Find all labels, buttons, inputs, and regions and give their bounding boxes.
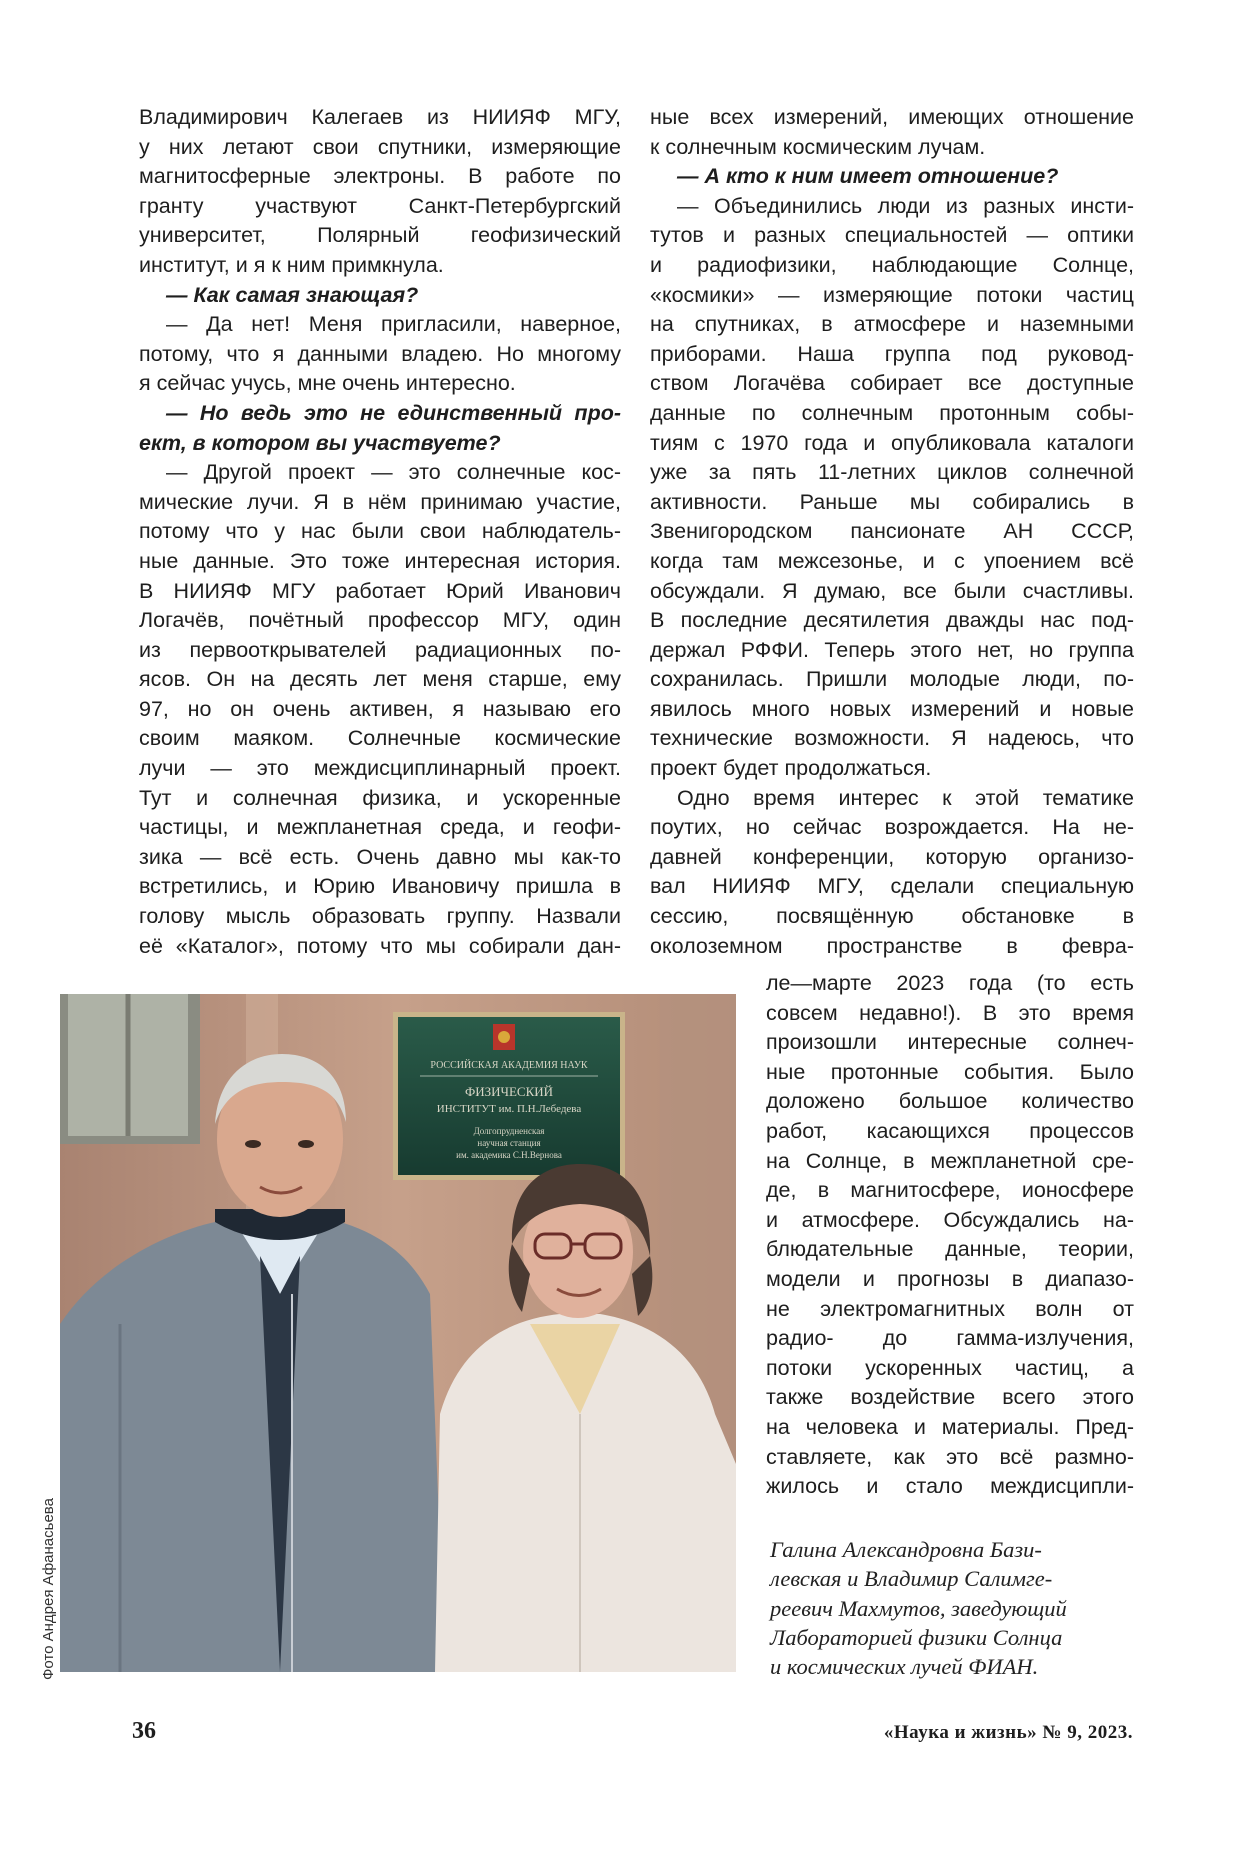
article-column-right-bottom xyxy=(766,969,1134,1502)
plaque-line: Долгопрудненская xyxy=(473,1126,545,1136)
article-line: В НИИЯФ МГУ работает Юрий Иванович xyxy=(139,578,621,603)
article-line: институт, и я к ним примкнула. xyxy=(139,252,444,277)
article-line: Логачёв, почётный профессор МГУ, один xyxy=(139,608,621,633)
article-line: встретились, и Юрию Ивановичу пришла в xyxy=(139,874,621,899)
article-line: обсуждали. Я думаю, все были счастливы. xyxy=(650,578,1134,603)
article-line: магнитосферные электроны. В работе по xyxy=(139,164,621,189)
article-line: работ, касающихся процессов xyxy=(766,1118,1134,1143)
caption-line: левская и Владимир Салимге- xyxy=(770,1566,1053,1592)
article-line: явилось много новых измерений и новые xyxy=(650,696,1134,721)
article-line: де, в магнитосфере, ионосфере xyxy=(766,1178,1134,1203)
article-line: и радиофизики, наблюдающие Солнце, xyxy=(650,252,1134,277)
article-line: не электромагнитных волн от xyxy=(766,1296,1134,1321)
article-line: лучи — это междисциплинарный проект. xyxy=(139,756,621,781)
article-line: держал РФФИ. Теперь этого нет, но группа xyxy=(650,637,1134,662)
article-line: приборами. Наша группа под руковод- xyxy=(650,341,1134,366)
article-line: проект будет продолжаться. xyxy=(650,756,932,781)
article-line: околоземном пространстве в февра- xyxy=(650,933,1134,958)
article-line: ект, в котором вы участвуете? xyxy=(139,430,501,455)
article-line: 97, но он очень активен, я называю его xyxy=(139,696,621,721)
article-line: потоки ускоренных частиц, а xyxy=(766,1355,1134,1380)
article-line: я сейчас учусь, мне очень интересно. xyxy=(139,371,516,396)
article-line: радио- до гамма-излучения, xyxy=(766,1326,1134,1351)
article-column-right-top xyxy=(650,103,1134,961)
article-line: вал НИИЯФ МГУ, сделали специальную xyxy=(650,874,1134,899)
article-line: потому что у нас были свои наблюдатель- xyxy=(139,519,621,544)
article-line: университет, Полярный геофизический xyxy=(139,223,621,248)
article-line: ные протонные события. Было xyxy=(766,1059,1134,1084)
article-line: голову мысль образовать группу. Назвали xyxy=(139,904,621,929)
article-line: данные по солнечным протонным собы- xyxy=(650,400,1134,425)
caption-line: реевич Махмутов, заведующий xyxy=(770,1595,1067,1621)
article-line: из первооткрывателей радиационных по- xyxy=(139,637,621,662)
article-line: — Но ведь это не единственный про- xyxy=(166,400,621,425)
article-line: ством Логачёва собирает все доступные xyxy=(650,371,1134,396)
article-line: тиям с 1970 года и опубликовала каталоги xyxy=(650,430,1134,455)
article-line: у них летают свои спутники, измеряющие xyxy=(139,134,621,159)
article-line: ставляете, как это всё размно- xyxy=(766,1444,1134,1469)
plaque-line: ФИЗИЧЕСКИЙ xyxy=(464,1084,554,1099)
article-line: потому, что я данными владею. Но многому xyxy=(139,341,621,366)
article-photo xyxy=(60,994,736,1672)
plaque-line: РОССИЙСКАЯ АКАДЕМИЯ НАУК xyxy=(430,1060,588,1071)
article-column-left xyxy=(139,103,621,961)
article-line: сохранилась. Пришли молодые люди, по- xyxy=(650,667,1134,692)
article-line: ле—марте 2023 года (то есть xyxy=(766,971,1134,995)
article-line: и атмосфере. Обсуждались на- xyxy=(766,1207,1134,1232)
page-number: 36 xyxy=(132,1718,156,1744)
article-line: — Да нет! Меня пригласили, наверное, xyxy=(166,312,621,337)
article-line: её «Каталог», потому что мы собирали дан- xyxy=(139,933,621,958)
article-line: сессию, посвящённую обстановке в xyxy=(650,904,1134,929)
article-line: произошли интересные солнеч- xyxy=(766,1030,1134,1055)
article-line: доложено большое количество xyxy=(766,1089,1134,1114)
article-line: Владимирович Калегаев из НИИЯФ МГУ, xyxy=(139,105,621,129)
article-line: к солнечным космическим лучам. xyxy=(650,134,986,159)
article-line: — Как самая знающая? xyxy=(166,282,419,307)
article-line: активности. Раньше мы собирались в xyxy=(650,489,1134,514)
article-line: — Объединились люди из разных инсти- xyxy=(677,193,1134,218)
article-line: — Другой проект — это солнечные кос- xyxy=(166,460,621,485)
plaque-line: научная станция xyxy=(477,1138,541,1148)
article-line: В последние десятилетия дважды нас под- xyxy=(650,608,1134,633)
article-line: ные всех измерений, имеющих отношение xyxy=(650,105,1134,129)
article-line: технические возможности. Я надеюсь, что xyxy=(650,726,1134,751)
article-line: зика — всё есть. Очень давно мы как-то xyxy=(139,844,621,869)
article-line: также воздействие всего этого xyxy=(766,1385,1134,1410)
caption-line: и космических лучей ФИАН. xyxy=(770,1654,1039,1680)
article-line: своим маяком. Солнечные космические xyxy=(139,726,621,751)
journal-issue: «Наука и жизнь» № 9, 2023. xyxy=(883,1722,1133,1743)
caption-line: Лабораторией физики Солнца xyxy=(770,1624,1063,1650)
plaque-line: им. академика С.Н.Вернова xyxy=(456,1150,562,1160)
plaque-line: ИНСТИТУТ им. П.Н.Лебедева xyxy=(436,1103,582,1115)
article-line: частицы, и межпланетная среда, и геофи- xyxy=(139,815,621,840)
article-line: Одно время интерес к этой тематике xyxy=(677,785,1134,810)
article-line: блюдательные данные, теории, xyxy=(766,1237,1134,1262)
article-line: уже за пять 11-летних циклов солнечной xyxy=(650,460,1134,485)
article-line: на Солнце, в межпланетной сре- xyxy=(766,1148,1134,1173)
article-line: ные данные. Это тоже интересная история. xyxy=(139,548,621,573)
article-line: — А кто к ним имеет отношение? xyxy=(677,164,1059,189)
photo-caption xyxy=(770,1535,1134,1681)
article-line: ясов. Он на десять лет меня старше, ему xyxy=(139,667,621,692)
article-line: когда там межсезонье, и с упоением всё xyxy=(650,548,1134,573)
article-line: на спутниках, в атмосфере и наземными xyxy=(650,312,1134,337)
photo-credit: Фото Андрея Афанасьева xyxy=(40,1498,57,1680)
article-line: поутих, но сейчас возрождается. На не- xyxy=(650,815,1134,840)
article-line: Тут и солнечная физика, и ускоренные xyxy=(139,785,621,810)
article-line: давней конференции, которую организо- xyxy=(650,844,1134,869)
article-line: модели и прогнозы в диапазо- xyxy=(766,1266,1134,1291)
article-line: Звенигородском пансионате АН СССР, xyxy=(650,519,1134,544)
article-line: «космики» — измеряющие потоки частиц xyxy=(650,282,1134,307)
article-line: мические лучи. Я в нём принимаю участие, xyxy=(139,489,621,514)
article-line: на человека и материалы. Пред- xyxy=(766,1414,1134,1439)
article-line: жилось и стало междисципли- xyxy=(766,1474,1134,1499)
article-line: совсем недавно!). В это время xyxy=(766,1000,1134,1025)
article-line: тутов и разных специальностей — оптики xyxy=(650,223,1134,248)
caption-line: Галина Александровна Бази- xyxy=(770,1537,1042,1562)
article-line: гранту участвуют Санкт-Петербургский xyxy=(139,193,621,218)
